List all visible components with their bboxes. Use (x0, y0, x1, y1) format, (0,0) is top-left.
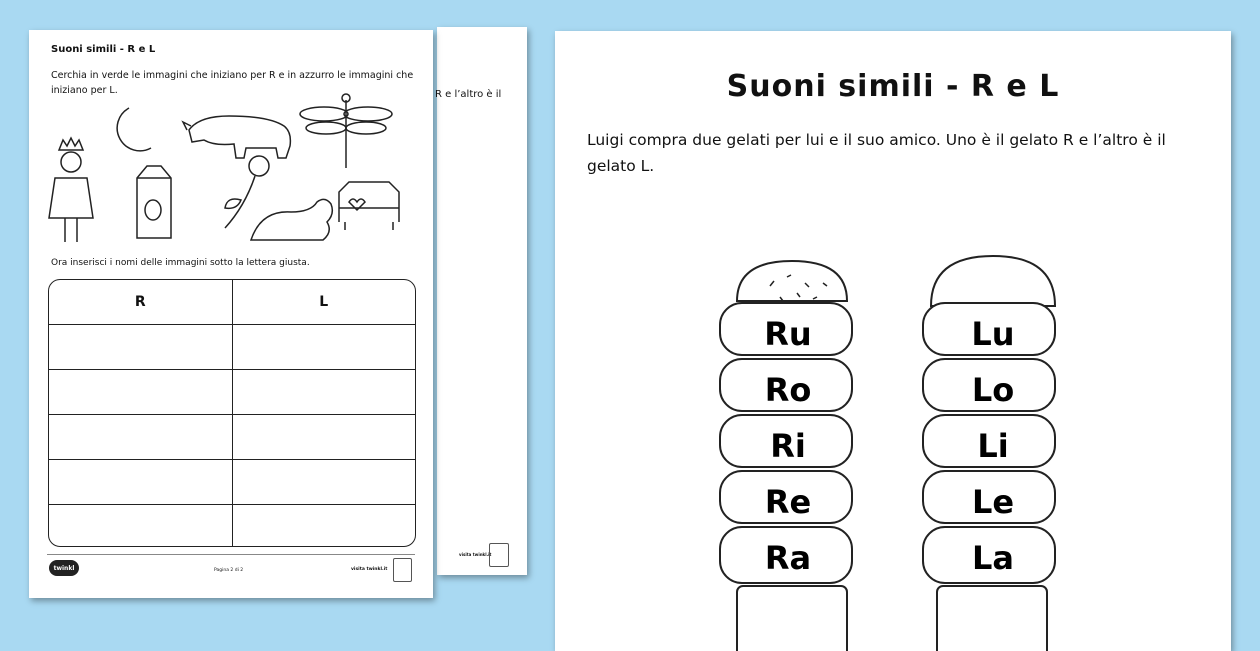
back-sheet-snippet: R e l’altro è il (435, 89, 502, 100)
king-icon (49, 138, 93, 242)
table-cell (232, 505, 416, 547)
syllable-ra: Ra (764, 539, 812, 577)
left-worksheet-page (29, 30, 433, 598)
syllable-le: Le (971, 483, 1015, 521)
syllable-lu: Lu (971, 315, 1015, 353)
table-header-l: L (232, 280, 416, 324)
moon-icon (117, 108, 151, 151)
left-sheet-instructions: Cerchia in verde le immagini che iniziano per R e in azzurro le immagini che iniziano per L. (51, 70, 414, 96)
syllable-lo: Lo (971, 371, 1015, 409)
table-cell (49, 460, 232, 504)
table-cell (232, 415, 416, 459)
right-sheet-title: Suoni simili - R e L (726, 69, 1060, 104)
table-cell (232, 460, 416, 504)
rhino-icon (183, 116, 290, 158)
table-header-row (49, 280, 415, 324)
table-cell (49, 325, 232, 369)
visit-link-text: visita twinkl.it (351, 567, 388, 572)
bed-icon (339, 182, 399, 230)
syllable-ru: Ru (764, 315, 812, 353)
dragonfly-icon (300, 94, 392, 168)
cone-r-top-scoop (737, 261, 847, 301)
table-cell (49, 415, 232, 459)
table-cell (49, 370, 232, 414)
frog-icon (251, 199, 332, 240)
answer-table (48, 279, 416, 547)
left-sheet-instructions-2: Ora inserisci i nomi delle immagini sotto la lettera giusta. (51, 258, 310, 268)
right-worksheet-page (555, 31, 1231, 651)
table-row (49, 459, 415, 504)
twinkl-logo: twinkl (49, 560, 79, 576)
syllable-ri: Ri (770, 427, 806, 465)
table-header-r: R (134, 294, 146, 310)
syllable-li: Li (977, 427, 1009, 465)
table-row (49, 504, 415, 547)
picture-area (29, 90, 433, 250)
table-cell (232, 325, 416, 369)
syllable-la: La (972, 539, 1014, 577)
table-row (49, 414, 415, 459)
syllable-ro: Ro (764, 371, 812, 409)
footer-divider (47, 554, 415, 555)
table-row (49, 324, 415, 369)
cone-l-top-scoop (931, 256, 1055, 306)
table-cell (49, 505, 232, 547)
ice-cream-cones (555, 31, 1231, 651)
rose-icon (225, 156, 269, 228)
table-row (49, 369, 415, 414)
back-sheet-badge (489, 543, 509, 567)
table-cell (232, 370, 416, 414)
left-sheet-title: Suoni simili - R e L (51, 44, 156, 55)
back-sheet-visit: visita twinkl.it (459, 552, 492, 557)
syllable-re: Re (764, 483, 812, 521)
right-sheet-text: Luigi compra due gelati per lui e il suo amico. Uno è il gelato R e l’altro è il gelato L. (587, 131, 1166, 175)
milk-carton-icon (137, 166, 171, 238)
cone-l-base (937, 586, 1047, 651)
back-worksheet-page (437, 27, 527, 575)
page-number: Pagina 2 di 2 (214, 568, 244, 573)
cone-r-base (737, 586, 847, 651)
quality-badge (393, 558, 412, 582)
